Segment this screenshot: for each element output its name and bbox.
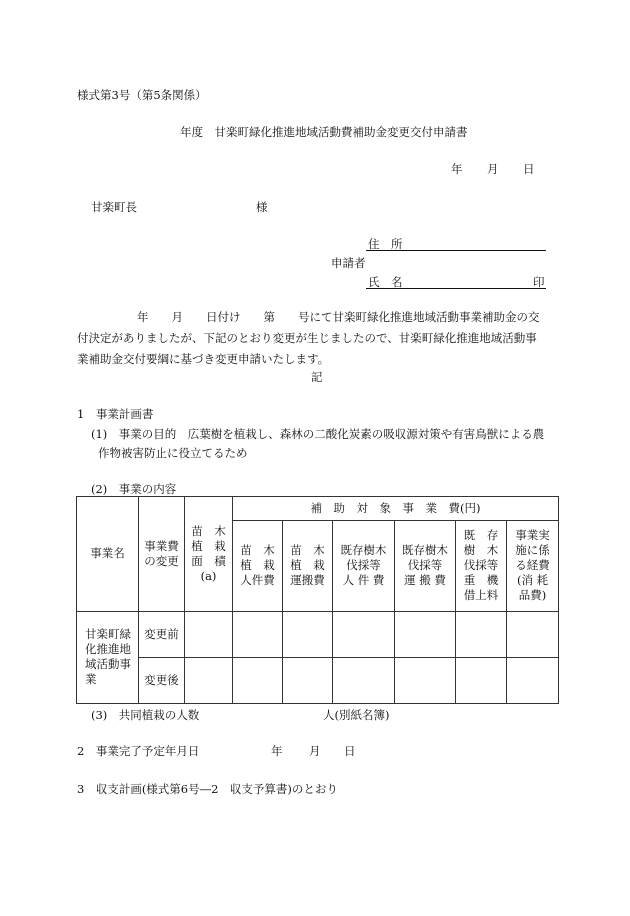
after-sub2[interactable] <box>283 657 333 703</box>
section1-item2: (2) 事業の内容 <box>91 482 177 496</box>
section2-year: 年 <box>271 744 283 758</box>
name-label: 氏 名 <box>368 275 403 289</box>
applicant-label: 申請者 <box>331 256 366 270</box>
addressee-honorific: 様 <box>256 200 268 214</box>
item3-unit: 人(別紙名簿) <box>323 708 390 722</box>
body-line-2: 付決定がありましたが、下記のとおり変更が生じましたので、甘楽町緑化推進地域活動事 <box>77 331 537 345</box>
after-area[interactable] <box>185 657 233 703</box>
ki-heading: 記 <box>311 370 323 384</box>
seal-mark: 印 <box>533 275 545 289</box>
after-label: 変更後 <box>139 657 185 703</box>
section2-heading: 2 事業完了予定年月日 <box>77 744 200 758</box>
section2-month: 月 <box>309 744 321 758</box>
section3-heading: 3 収支計画(様式第6号―2 収支予算書)のとおり <box>77 782 338 796</box>
header-sub2: 苗 木 植 栽 運搬費 <box>283 521 333 611</box>
header-subsidy-group: 補 助 対 象 事 業 費(円) <box>233 497 559 521</box>
after-sub4[interactable] <box>395 657 456 703</box>
before-sub6[interactable] <box>507 611 559 657</box>
date-day: 日 <box>523 162 535 176</box>
date-month: 月 <box>487 162 499 176</box>
item3-label: (3) 共同植栽の人数 <box>91 708 200 722</box>
document-title: 年度 甘楽町緑化推進地域活動費補助金変更交付申請書 <box>180 125 468 139</box>
before-sub2[interactable] <box>283 611 333 657</box>
before-sub5[interactable] <box>456 611 507 657</box>
section2-day: 日 <box>344 744 356 758</box>
header-area: 苗 木 植 栽 面 積 (a) <box>185 497 233 612</box>
body-line-1: 年 月 日付け 第 号にて甘楽町緑化推進地域活動事業補助金の交 <box>137 310 540 324</box>
table-row <box>77 611 559 657</box>
form-id: 様式第3号（第5条関係） <box>77 88 207 102</box>
section1-item1-line1: (1) 事業の目的 広葉樹を植栽し、森林の二酸化炭素の吸収源対策や有害鳥獣による農 <box>91 427 545 441</box>
addressee-name: 甘楽町長 <box>91 200 137 214</box>
after-sub5[interactable] <box>456 657 507 703</box>
before-sub4[interactable] <box>395 611 456 657</box>
header-sub6: 事業実 施に係 る経費 (消 耗 品費) <box>507 521 559 611</box>
before-label: 変更前 <box>139 611 185 657</box>
section1-heading: 1 事業計画書 <box>77 407 154 421</box>
body-line-3: 業補助金交付要綱に基づき変更申請いたします。 <box>77 352 330 366</box>
after-sub1[interactable] <box>233 657 283 703</box>
header-sub3: 既存樹木 伐採等 人 件 費 <box>333 521 395 611</box>
header-sub1: 苗 木 植 栽 人件費 <box>233 521 283 611</box>
event-name-cell: 甘楽町緑 化推進地 域活動事 業 <box>77 611 139 703</box>
after-sub6[interactable] <box>507 657 559 703</box>
after-sub3[interactable] <box>333 657 395 703</box>
project-table <box>76 496 559 704</box>
header-change: 事業費 の変更 <box>139 497 185 612</box>
header-sub4: 既存樹木 伐採等 運 搬 費 <box>395 521 456 611</box>
before-area[interactable] <box>185 611 233 657</box>
address-underline <box>366 250 546 251</box>
header-sub5: 既 存 樹 木 伐採等 重 機 借上料 <box>456 521 507 611</box>
before-sub1[interactable] <box>233 611 283 657</box>
name-underline <box>366 288 546 289</box>
date-year: 年 <box>451 162 463 176</box>
before-sub3[interactable] <box>333 611 395 657</box>
section1-item1-line2: 作物被害防止に役立てるため <box>98 446 248 460</box>
header-event-name: 事業名 <box>77 497 139 612</box>
table-row <box>77 657 559 703</box>
address-label: 住 所 <box>368 237 403 251</box>
